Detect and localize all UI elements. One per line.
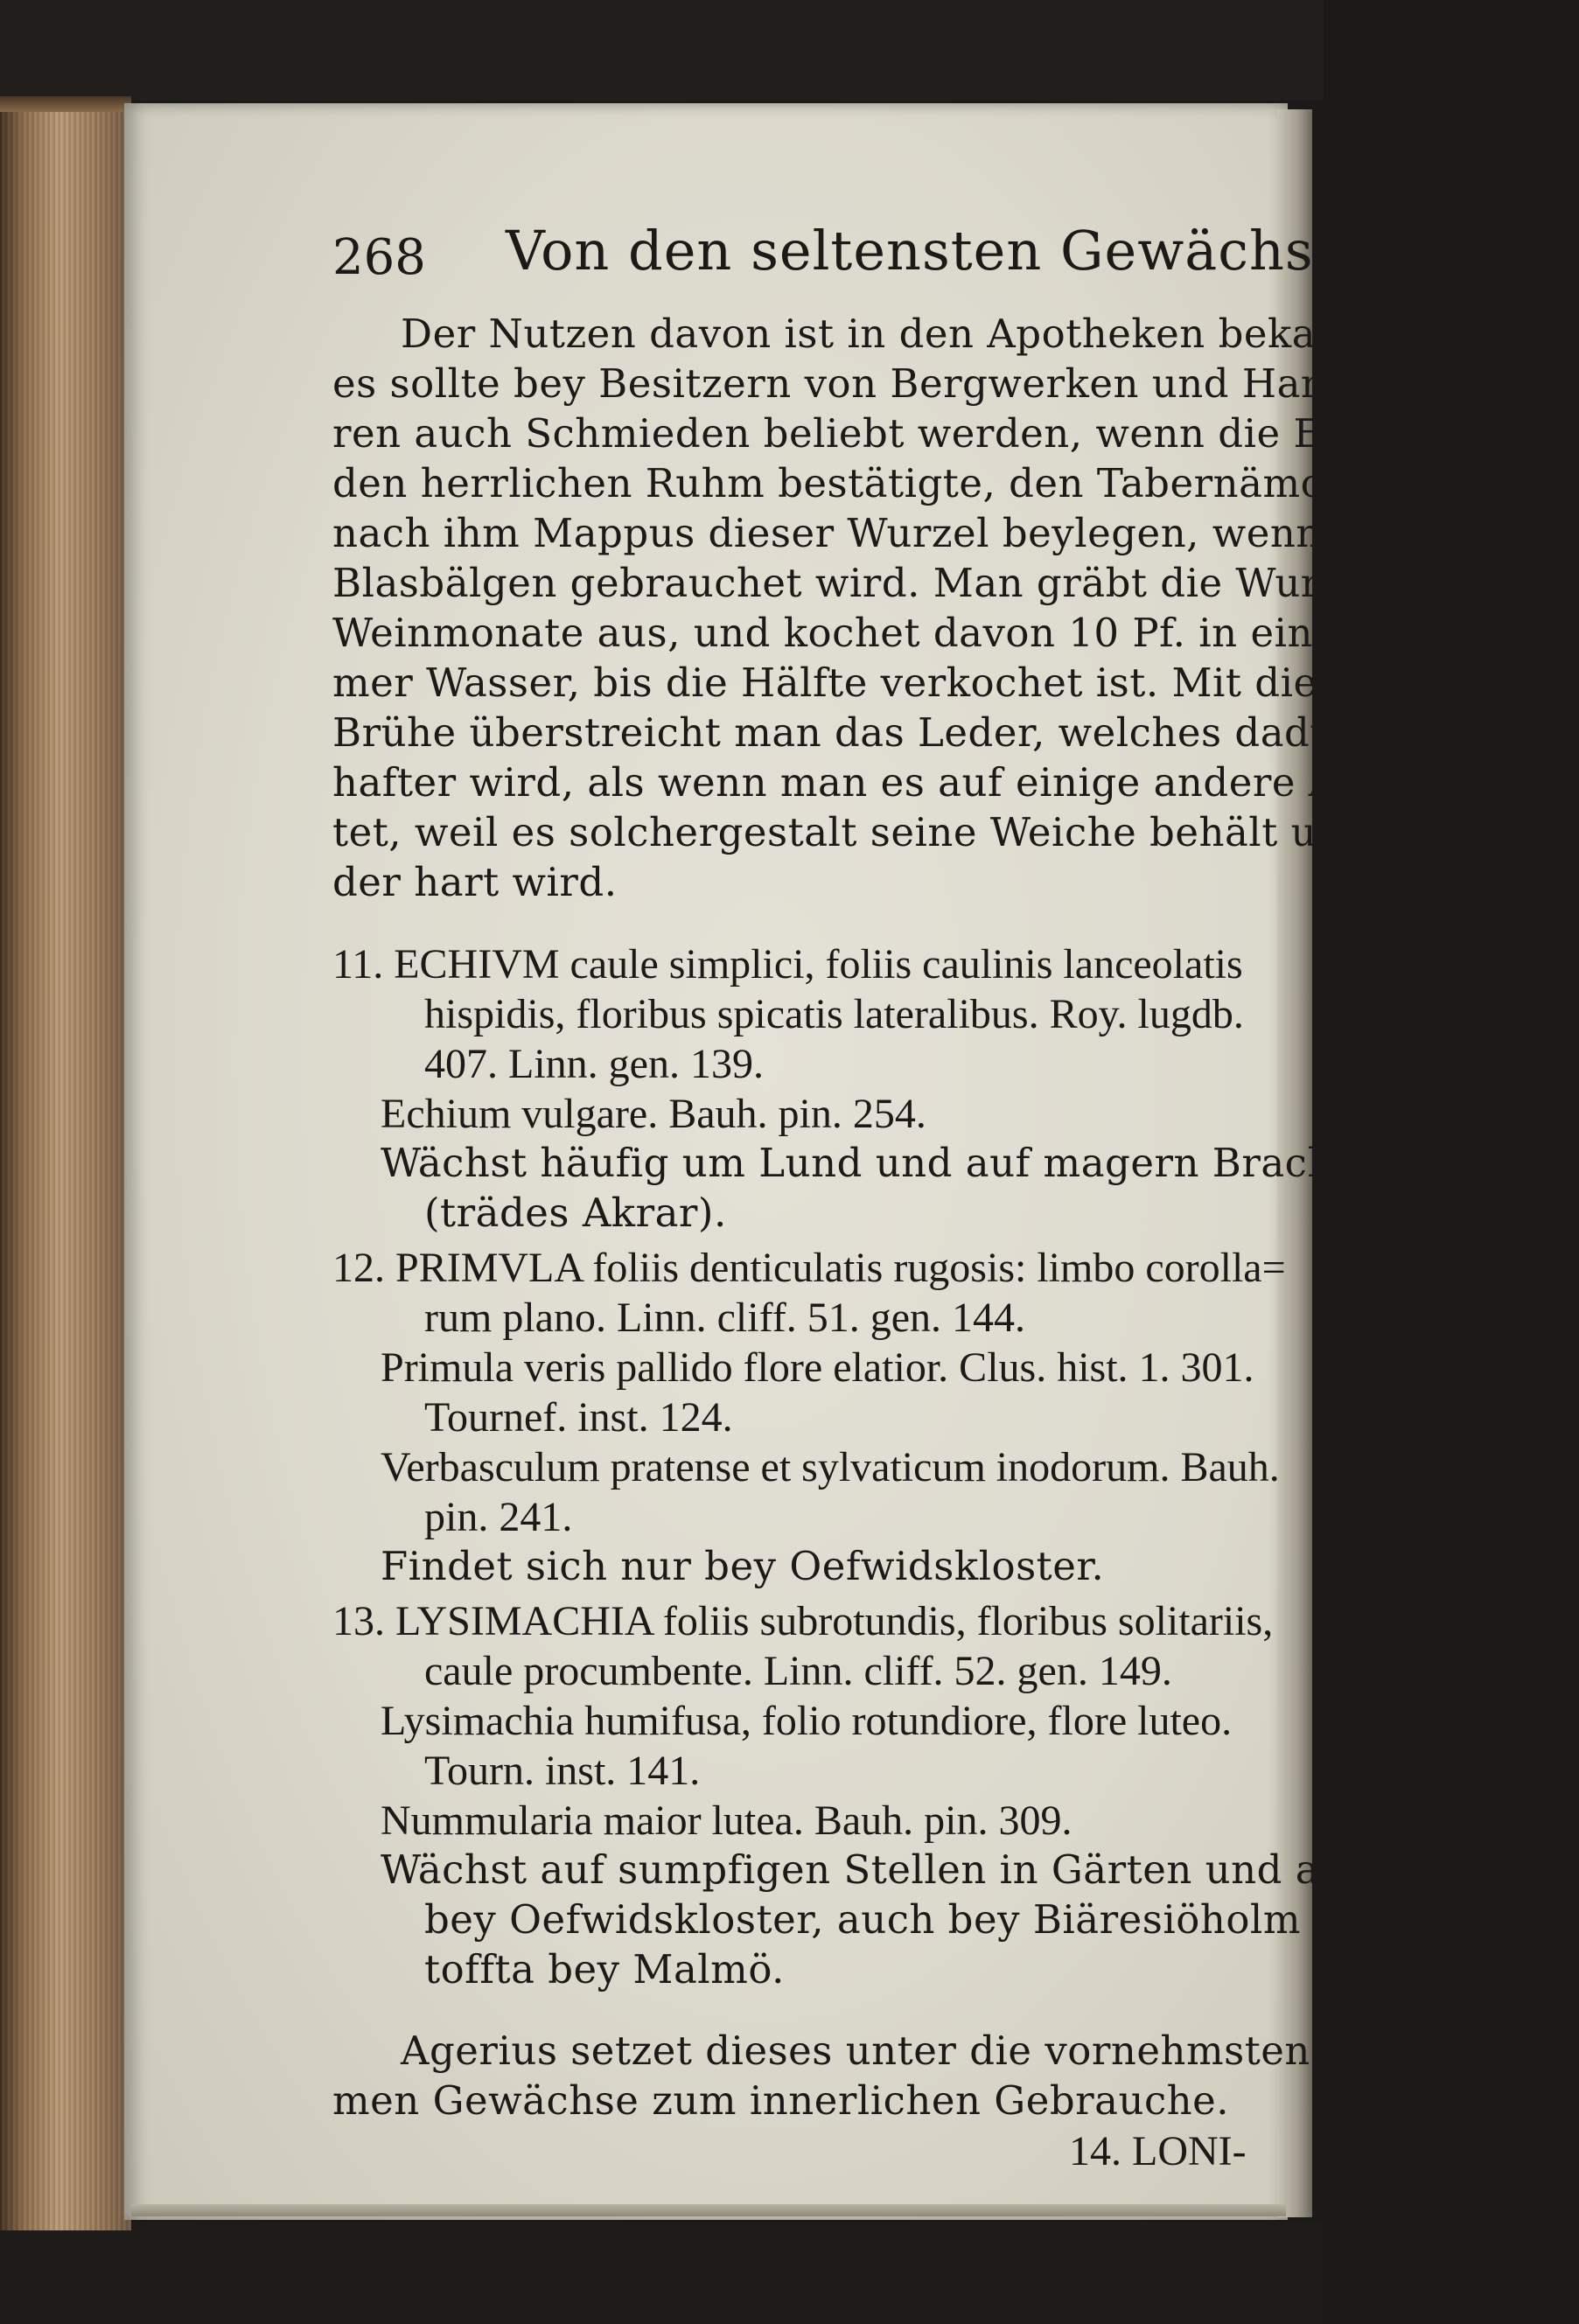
entry-line: bey Oefwidskloster, auch bey Biäresiöholm und Ball= [424, 1896, 1517, 1943]
entry-line: Wächst häufig um Lund und auf magern Brachfeldern [381, 1140, 1479, 1186]
entry-line: Findet sich nur bey Oefwidskloster. [381, 1543, 1105, 1589]
paragraph-2-line: Agerius setzet dieses unter die vornehmsten sehr heilsa= [401, 2027, 1579, 2074]
entry-line: Verbasculum pratense et sylvaticum inodorum. Bauh. [381, 1444, 1280, 1490]
entry-line: Tourn. inst. 141. [424, 1748, 701, 1794]
entry-line: Primula veris pallido flore elatior. Clus. hist. 1. 301. [381, 1344, 1254, 1391]
entry-line: 11. ECHIVM caule simplici, foliis caulinis lanceolatis [332, 941, 1243, 988]
background-top [0, 0, 1324, 101]
paragraph-1-line: der hart wird. [332, 859, 618, 905]
paragraph-1-line: Brühe überstreicht man das Leder, welches dadurch dauer= [332, 709, 1569, 756]
paragraph-1-line: mer Wasser, bis die Hälfte verkochet ist. Mit dieser [332, 660, 1381, 706]
entry-line: pin. 241. [424, 1494, 573, 1540]
entry-line: 13. LYSIMACHIA foliis subrotundis, floribus solitariis, [332, 1598, 1274, 1644]
entry-line: rum plano. Linn. cliff. 51. gen. 144. [424, 1295, 1025, 1341]
background-bottom [0, 2222, 1324, 2324]
entry-line: Lysimachia humifusa, folio rotundiore, flore luteo. [381, 1698, 1233, 1744]
entry-line: 407. Linn. gen. 139. [424, 1041, 764, 1087]
entry-line: Echium vulgare. Bauh. pin. 254. [381, 1091, 926, 1137]
catchword: 14. LONI- [1069, 2128, 1247, 2174]
paragraph-1-line: den herrlichen Ruhm bestätigte, den Tabernämontan und [332, 460, 1507, 506]
paragraph-1-line: Weinmonate aus, und kochet davon 10 Pf. in einem Ey= [332, 610, 1473, 656]
entry-line: 12. PRIMVLA foliis denticulatis rugosis: limbo corolla= [332, 1245, 1286, 1291]
paragraph-1-line: hafter wird, als wenn man es auf einige andere Art zuberei= [332, 759, 1572, 806]
paragraph-1-line: ren auch Schmieden beliebt werden, wenn die Erfahrung [332, 410, 1504, 457]
paragraph-1-line: Der Nutzen davon ist in den Apotheken bekannt, und [401, 311, 1487, 357]
book-fore-edge [0, 96, 131, 2230]
entry-line: caule procumbente. Linn. cliff. 52. gen. 149. [424, 1648, 1172, 1694]
running-title: Von den seltensten Gewächsen [506, 219, 1383, 283]
paragraph-2-line: men Gewächse zum innerlichen Gebrauche. [332, 2077, 1230, 2124]
entry-line: hispidis, floribus spicatis lateralibus. Roy. lugdb. [424, 991, 1244, 1037]
paragraph-1-line: es sollte bey Besitzern von Bergwerken und Hammerher= [332, 360, 1522, 407]
entry-line: Nummularia maior lutea. Bauh. pin. 309. [381, 1797, 1072, 1844]
page-bottom-edge [131, 2204, 1286, 2216]
entry-line: (trädes Akrar). [424, 1190, 727, 1236]
entry-line: toffta bey Malmö. [424, 1946, 785, 1992]
paragraph-1-line: tet, weil es solchergestalt seine Weiche behält und nie wie= [332, 809, 1562, 855]
page-number: 268 [332, 229, 426, 286]
paragraph-1-line: nach ihm Mappus dieser Wurzel beylegen, wenn sie bey [332, 510, 1478, 556]
entry-line: Wächst auf sumpfigen Stellen in Gärten und anderswo [381, 1846, 1493, 1893]
book-fore-edge-top [0, 96, 131, 112]
paragraph-1-line: Blasbälgen gebrauchet wird. Man gräbt die Wurzel im [332, 560, 1442, 606]
entry-line: Tournef. inst. 124. [424, 1394, 733, 1441]
